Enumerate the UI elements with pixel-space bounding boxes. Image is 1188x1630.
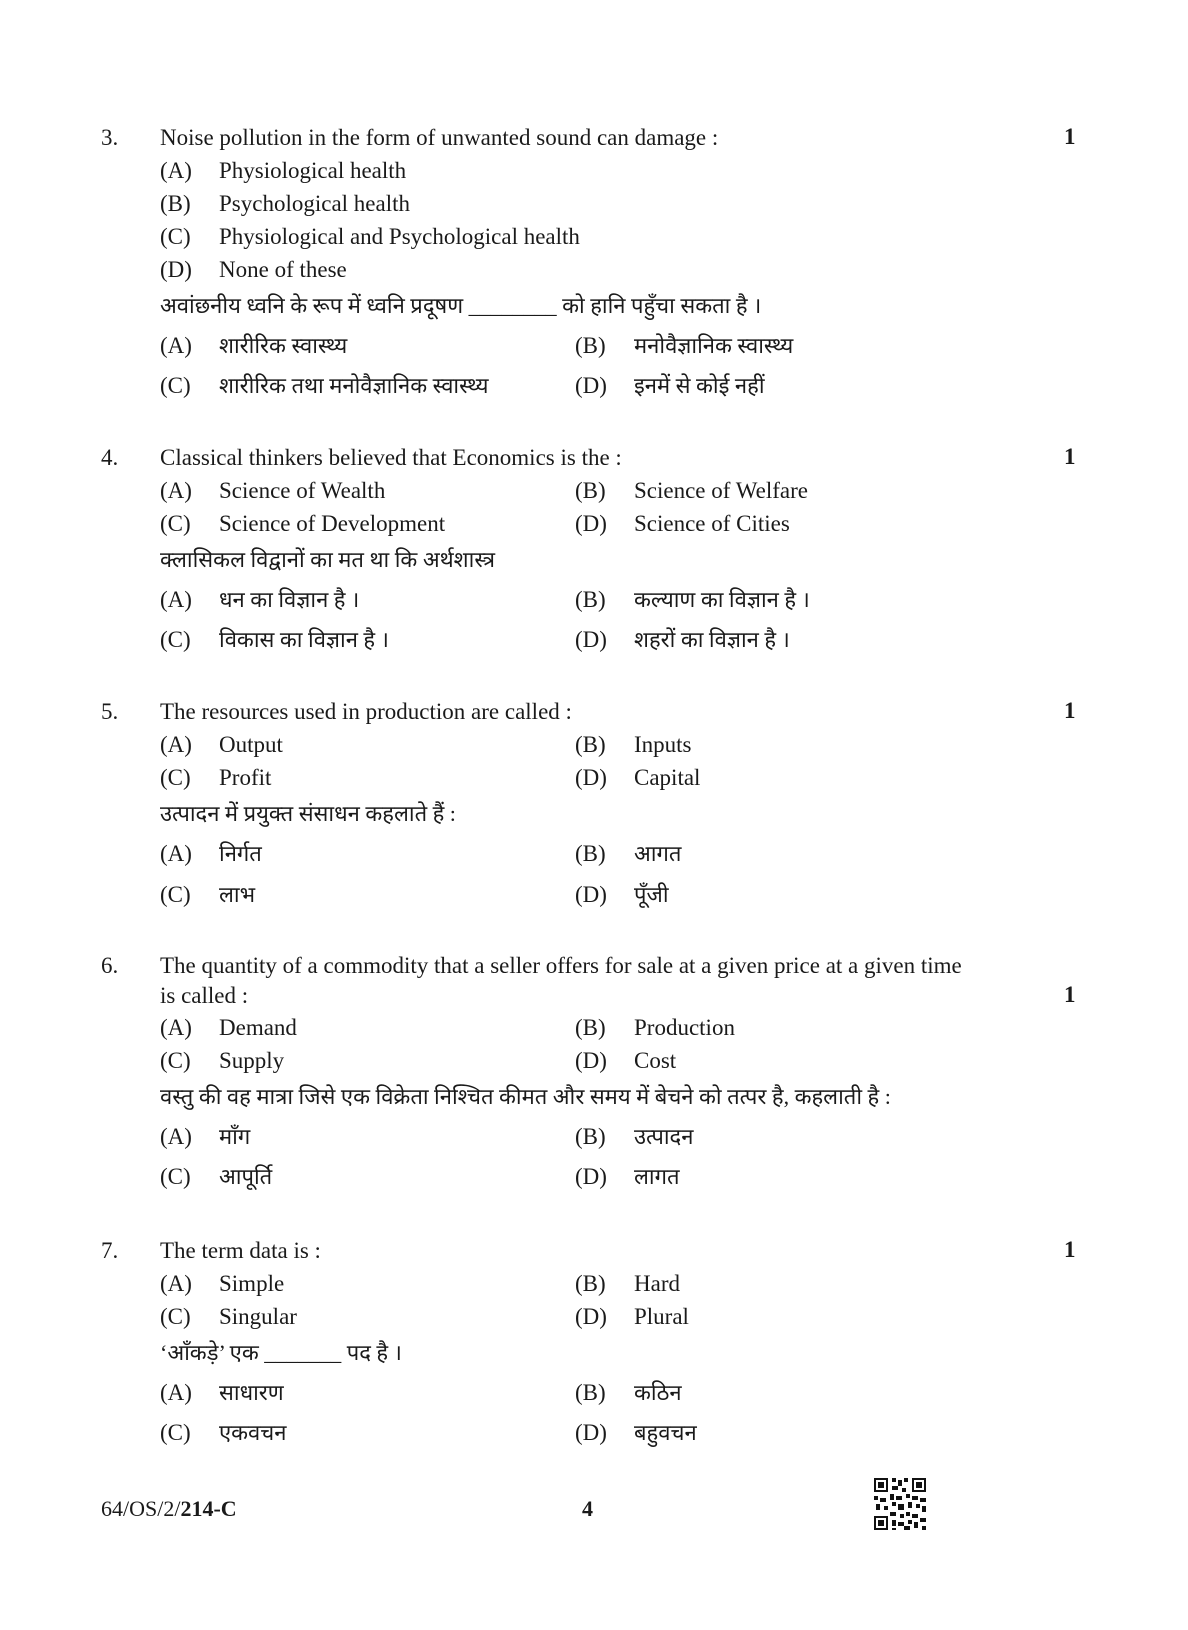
option-label: (B) xyxy=(575,1015,606,1040)
option-label: (A) xyxy=(160,732,192,757)
option-text-hindi: आगत xyxy=(634,841,682,866)
qr-code-icon xyxy=(874,1478,926,1530)
option-label: (A) xyxy=(160,1271,192,1296)
option-text: Physiological and Psychological health xyxy=(219,224,580,249)
option-text: Singular xyxy=(219,1304,297,1329)
question-text-hindi: वस्तु की वह मात्रा जिसे एक विक्रेता निश्चित कीमत और समय में बेचने को तत्पर है, कहलाती है : xyxy=(160,1084,891,1109)
option-label: (D) xyxy=(575,627,607,652)
option-text: Science of Cities xyxy=(634,511,790,536)
option-label: (A) xyxy=(160,1380,192,1405)
option-text-hindi: कठिन xyxy=(634,1380,682,1405)
question-number: 3. xyxy=(101,125,119,150)
option-text: Plural xyxy=(634,1304,689,1329)
option-label: (A) xyxy=(160,158,192,183)
option-text: Production xyxy=(634,1015,735,1040)
option-label: (A) xyxy=(160,1015,192,1040)
option-label: (B) xyxy=(575,1271,606,1296)
question-text-hindi: क्लासिकल विद्वानों का मत था कि अर्थशास्त्र xyxy=(160,547,496,572)
option-text-hindi: इनमें से कोई नहीं xyxy=(634,373,765,398)
option-text: Science of Wealth xyxy=(219,478,386,503)
option-text: Science of Welfare xyxy=(634,478,808,503)
option-label: (D) xyxy=(575,511,607,536)
option-text-hindi: साधारण xyxy=(219,1380,284,1405)
option-label: (A) xyxy=(160,1124,192,1149)
option-label: (C) xyxy=(160,511,191,536)
option-text-hindi: बहुवचन xyxy=(634,1420,697,1445)
option-label: (A) xyxy=(160,333,192,358)
option-text-hindi: लाभ xyxy=(219,882,256,907)
question-number: 6. xyxy=(101,953,119,978)
option-label: (D) xyxy=(160,257,192,282)
option-label: (C) xyxy=(160,627,191,652)
option-label: (A) xyxy=(160,841,192,866)
option-label: (C) xyxy=(160,1304,191,1329)
option-label: (A) xyxy=(160,478,192,503)
option-text-hindi: निर्गत xyxy=(219,841,262,866)
option-label: (A) xyxy=(160,587,192,612)
paper-code-prefix: 64/OS/2/ xyxy=(101,1496,181,1521)
option-text: Simple xyxy=(219,1271,285,1296)
option-label: (B) xyxy=(160,191,191,216)
option-label: (D) xyxy=(575,1420,607,1445)
marks: 1 xyxy=(1064,698,1076,723)
question-text-continued: is called : xyxy=(160,983,249,1008)
question-text-hindi: अवांछनीय ध्वनि के रूप में ध्वनि प्रदूषण ________ को हानि पहुँचा सकता है । xyxy=(160,293,762,318)
option-text-hindi: उत्पादन xyxy=(634,1124,694,1149)
question-text: Noise pollution in the form of unwanted sound can damage : xyxy=(160,125,719,150)
option-label: (D) xyxy=(575,765,607,790)
option-text: Cost xyxy=(634,1048,677,1073)
question-text: Classical thinkers believed that Economics is the : xyxy=(160,445,622,470)
option-label: (C) xyxy=(160,1164,191,1189)
option-text: Output xyxy=(219,732,283,757)
option-label: (C) xyxy=(160,224,191,249)
option-text: Profit xyxy=(219,765,272,790)
option-text-hindi: विकास का विज्ञान है । xyxy=(219,627,389,652)
paper-code-bold: 214-C xyxy=(180,1496,237,1521)
question-text: The quantity of a commodity that a seller offers for sale at a given price at a given time xyxy=(160,953,962,978)
option-text-hindi: धन का विज्ञान है । xyxy=(219,587,360,612)
option-label: (B) xyxy=(575,841,606,866)
option-text: Supply xyxy=(219,1048,285,1073)
option-label: (D) xyxy=(575,1048,607,1073)
option-label: (C) xyxy=(160,765,191,790)
option-text: Demand xyxy=(219,1015,297,1040)
option-text-hindi: माँग xyxy=(219,1124,251,1149)
option-label: (D) xyxy=(575,1304,607,1329)
option-text-hindi: शहरों का विज्ञान है । xyxy=(634,627,790,652)
option-label: (B) xyxy=(575,333,606,358)
marks: 1 xyxy=(1064,124,1076,149)
marks: 1 xyxy=(1064,444,1076,469)
option-label: (C) xyxy=(160,1420,191,1445)
option-label: (B) xyxy=(575,478,606,503)
option-text: Hard xyxy=(634,1271,680,1296)
option-label: (D) xyxy=(575,373,607,398)
option-text: Inputs xyxy=(634,732,692,757)
option-label: (B) xyxy=(575,1380,606,1405)
option-text-hindi: लागत xyxy=(634,1164,680,1189)
option-label: (B) xyxy=(575,1124,606,1149)
page-number: 4 xyxy=(582,1496,593,1521)
option-label: (C) xyxy=(160,373,191,398)
option-label: (B) xyxy=(575,732,606,757)
option-text: Physiological health xyxy=(219,158,407,183)
option-text: Psychological health xyxy=(219,191,410,216)
option-text-hindi: शारीरिक तथा मनोवैज्ञानिक स्वास्थ्य xyxy=(219,373,489,398)
marks: 1 xyxy=(1064,982,1076,1007)
marks: 1 xyxy=(1064,1237,1076,1262)
option-label: (C) xyxy=(160,1048,191,1073)
question-text: The resources used in production are called : xyxy=(160,699,572,724)
option-text-hindi: शारीरिक स्वास्थ्य xyxy=(219,333,348,358)
option-text: None of these xyxy=(219,257,347,282)
question-number: 4. xyxy=(101,445,119,470)
question-number: 5. xyxy=(101,699,119,724)
option-text-hindi: मनोवैज्ञानिक स्वास्थ्य xyxy=(634,333,794,358)
option-text-hindi: आपूर्ति xyxy=(219,1164,273,1189)
question-text-hindi: उत्पादन में प्रयुक्त संसाधन कहलाते हैं : xyxy=(160,801,456,826)
option-text: Capital xyxy=(634,765,701,790)
question-text: The term data is : xyxy=(160,1238,321,1263)
option-label: (B) xyxy=(575,587,606,612)
question-text-hindi: ‘आँकड़े’ एक _______ पद है । xyxy=(160,1340,402,1365)
option-label: (D) xyxy=(575,1164,607,1189)
option-text-hindi: पूँजी xyxy=(634,882,669,907)
question-number: 7. xyxy=(101,1238,119,1263)
option-text-hindi: एकवचन xyxy=(219,1420,287,1445)
option-text: Science of Development xyxy=(219,511,446,536)
paper-code xyxy=(101,1496,237,1522)
option-label: (D) xyxy=(575,882,607,907)
option-label: (C) xyxy=(160,882,191,907)
option-text-hindi: कल्याण का विज्ञान है । xyxy=(634,587,810,612)
